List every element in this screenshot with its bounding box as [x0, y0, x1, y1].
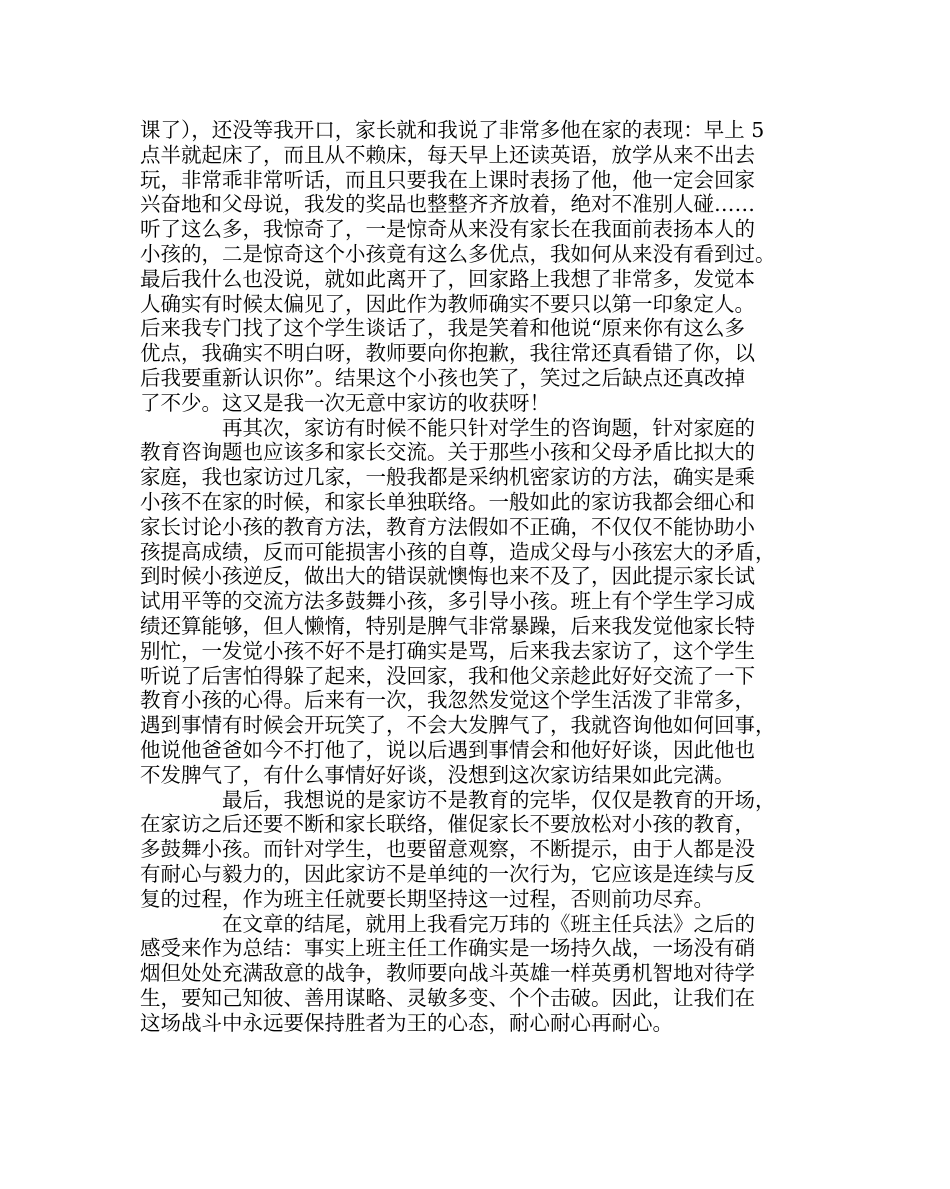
text-line: 烟但处处充满敌意的战争，教师要向战斗英雄一样英勇机智地对待学 — [140, 961, 755, 986]
text-line: 孩提高成绩，反而可能损害小孩的自尊，造成父母与小孩宏大的矛盾， — [140, 539, 776, 564]
text-line: 复的过程，作为班主任就要长期坚持这一过程，否则前功尽弃。 — [140, 886, 714, 911]
text-line: 绩还算能够，但人懒惰，特别是脾气非常暴躁，后来我发觉他家长特 — [140, 613, 755, 638]
text-line: 多鼓舞小孩。而针对学生，也要留意观察，不断提示，由于人都是没 — [140, 837, 755, 862]
text-line: 最后，我想说的是家访不是教育的完毕，仅仅是教育的开场， — [222, 787, 776, 812]
text-line: 在文章的结尾，就用上我看完万玮的《班主任兵法》之后的 — [222, 911, 755, 936]
text-line: 在家访之后还要不断和家长联络，催促家长不要放松对小孩的教育， — [140, 812, 755, 837]
text-line: 小孩的，二是惊奇这个小孩竟有这么多优点，我如何从来没有看到过。 — [140, 241, 776, 266]
text-line: 别忙，一发觉小孩不好不是打确实是骂，后来我去家访了，这个学生 — [140, 638, 755, 663]
document-body — [140, 118, 820, 1035]
text-line: 最后我什么也没说，就如此离开了，回家路上我想了非常多，发觉本 — [140, 266, 755, 291]
text-line: 家长讨论小孩的教育方法，教育方法假如不正确，不仅仅不能协助小 — [140, 514, 755, 539]
text-line: 人确实有时候太偏见了，因此作为教师确实不要只以第一印象定人。 — [140, 291, 755, 316]
text-line: 优点，我确实不明白呀，教师要向你抱歉，我往常还真看错了你，以 — [140, 341, 755, 366]
text-line: 家庭，我也家访过几家，一般我都是采纳机密家访的方法，确实是乘 — [140, 465, 755, 490]
text-line: 课了），还没等我开口，家长就和我说了非常多他在家的表现：早上 5 — [140, 118, 765, 142]
text-line: 后来我专门找了这个学生谈话了，我是笑着和他说“原来你有这么多 — [140, 316, 745, 341]
text-line: 这场战斗中永远要保持胜者为王的心态，耐心耐心再耐心。 — [140, 1010, 673, 1035]
text-line: 到时候小孩逆反，做出大的错误就懊悔也来不及了，因此提示家长试 — [140, 564, 755, 589]
text-line: 玩，非常乖非常听话，而且只要我在上课时表扬了他，他一定会回家 — [140, 167, 755, 192]
text-line: 了不少。这又是我一次无意中家访的收获呀！ — [140, 390, 550, 415]
text-line: 点半就起床了，而且从不赖床，每天早上还读英语，放学从来不出去 — [140, 142, 755, 167]
text-line: 感受来作为总结：事实上班主任工作确实是一场持久战，一场没有硝 — [140, 936, 755, 961]
text-line: 听说了后害怕得躲了起来，没回家，我和他父亲趁此好好交流了一下 — [140, 663, 755, 688]
text-line: 不发脾气了，有什么事情好好谈，没想到这次家访结果如此完满。 — [140, 762, 735, 787]
text-line: 遇到事情有时候会开玩笑了，不会大发脾气了，我就咨询他如何回事， — [140, 713, 776, 738]
text-line: 听了这么多，我惊奇了，一是惊奇从来没有家长在我面前表扬本人的 — [140, 217, 755, 242]
text-line: 后我要重新认识你”。结果这个小孩也笑了，笑过之后缺点还真改掉 — [140, 365, 745, 390]
text-line: 试用平等的交流方法多鼓舞小孩，多引导小孩。班上有个学生学习成 — [140, 589, 755, 614]
text-line: 有耐心与毅力的，因此家访不是单纯的一次行为，它应该是连续与反 — [140, 861, 755, 886]
text-line: 兴奋地和父母说，我发的奖品也整整齐齐放着，绝对不准别人碰…… — [140, 192, 755, 217]
text-line: 小孩不在家的时候，和家长单独联络。一般如此的家访我都会细心和 — [140, 489, 755, 514]
text-line: 教育咨询题也应该多和家长交流。关于那些小孩和父母矛盾比拟大的 — [140, 440, 755, 465]
text-line: 再其次，家访有时候不能只针对学生的咨询题，针对家庭的 — [222, 415, 755, 440]
text-line: 他说他爸爸如今不打他了，说以后遇到事情会和他好好谈，因此他也 — [140, 737, 755, 762]
text-line: 教育小孩的心得。后来有一次，我忽然发觉这个学生活泼了非常多， — [140, 688, 755, 713]
text-line: 生，要知己知彼、善用谋略、灵敏多变、个个击破。因此，让我们在 — [140, 985, 755, 1010]
